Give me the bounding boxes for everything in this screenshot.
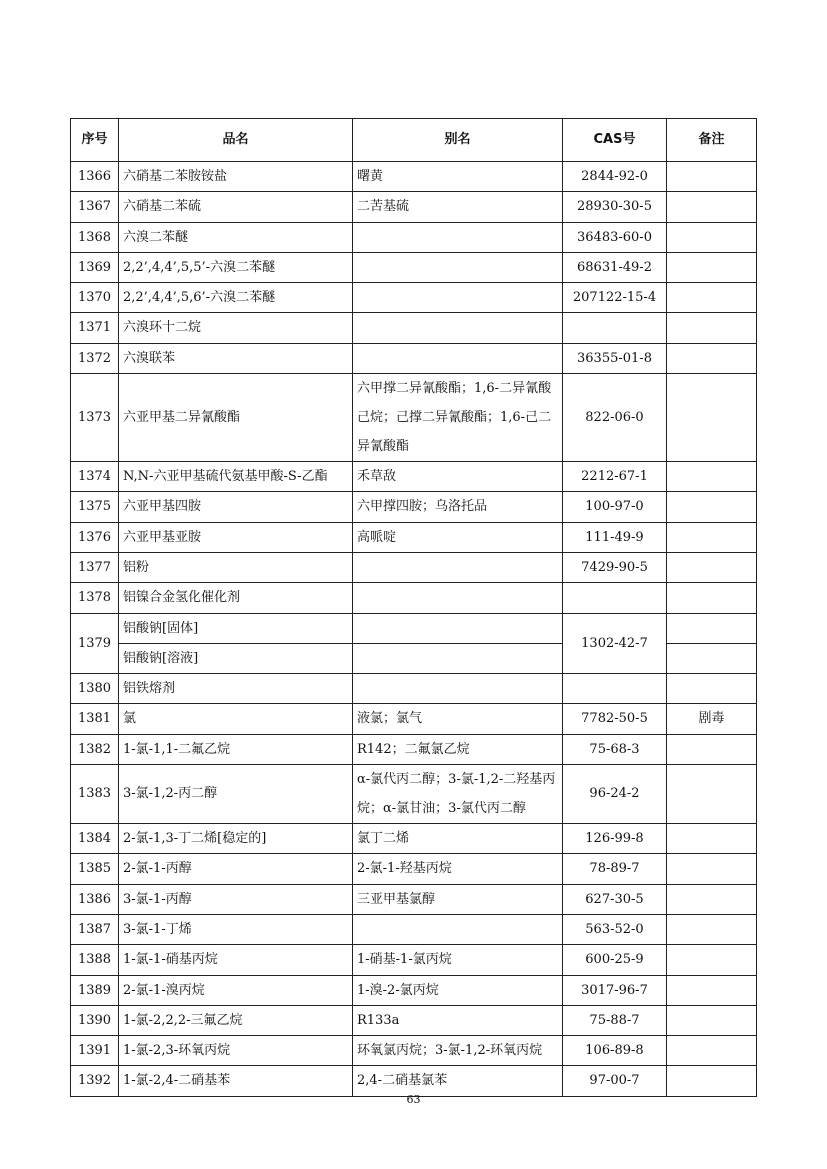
row-name: 六硝基二苯硫 xyxy=(119,192,353,222)
row-note: 剧毒 xyxy=(667,704,757,734)
table-row xyxy=(71,222,757,252)
row-note xyxy=(667,552,757,582)
header-row xyxy=(71,119,757,162)
table-row xyxy=(71,734,757,764)
row-seq: 1379 xyxy=(71,613,119,674)
header-note: 备注 xyxy=(667,119,757,162)
row-alias xyxy=(353,313,563,343)
table-row xyxy=(71,462,757,492)
row-seq: 1382 xyxy=(71,734,119,764)
row-name: 2,2’,4,4’,5,5’-六溴二苯醚 xyxy=(119,252,353,282)
row-alias: 三亚甲基氯醇 xyxy=(353,884,563,914)
row-alias: 2,4-二硝基氯苯 xyxy=(353,1066,563,1096)
table-row xyxy=(71,283,757,313)
table-row xyxy=(71,583,757,613)
table-row xyxy=(71,975,757,1005)
row-alias xyxy=(353,552,563,582)
row-name: 3-氯-1-丙醇 xyxy=(119,884,353,914)
row-name: 氯 xyxy=(119,704,353,734)
table-row xyxy=(71,884,757,914)
table-row xyxy=(71,765,757,824)
row-alias: R142；二氟氯乙烷 xyxy=(353,734,563,764)
row-cas: 100-97-0 xyxy=(563,492,667,522)
row-cas: 126-99-8 xyxy=(563,824,667,854)
row-cas: 36483-60-0 xyxy=(563,222,667,252)
row-note xyxy=(667,643,757,673)
table-row xyxy=(71,1005,757,1035)
row-seq: 1384 xyxy=(71,824,119,854)
table-row xyxy=(71,824,757,854)
table-row xyxy=(71,704,757,734)
row-alias: R133a xyxy=(353,1005,563,1035)
row-alias xyxy=(353,643,563,673)
row-note xyxy=(667,1036,757,1066)
row-cas: 68631-49-2 xyxy=(563,252,667,282)
row-seq: 1376 xyxy=(71,522,119,552)
row-note xyxy=(667,1066,757,1096)
row-cas: 75-88-7 xyxy=(563,1005,667,1035)
row-name: 铝镍合金氢化催化剂 xyxy=(119,583,353,613)
row-name: 1-氯-2,2,2-三氟乙烷 xyxy=(119,1005,353,1035)
row-cas xyxy=(563,674,667,704)
row-alias: 环氧氯丙烷；3-氯-1,2-环氧丙烷 xyxy=(353,1036,563,1066)
row-name: 2,2’,4,4’,5,6’-六溴二苯醚 xyxy=(119,283,353,313)
row-seq: 1381 xyxy=(71,704,119,734)
row-name: 1-氯-1,1-二氟乙烷 xyxy=(119,734,353,764)
row-name: N,N-六亚甲基硫代氨基甲酸-S-乙酯 xyxy=(119,462,353,492)
row-alias: 六甲撑二异氰酸酯；1,6-二异氰酸己烷；己撑二异氰酸酯；1,6-己二异氰酸酯 xyxy=(353,374,563,462)
table-row xyxy=(71,552,757,582)
table-row xyxy=(71,343,757,373)
row-cas: 106-89-8 xyxy=(563,1036,667,1066)
row-seq: 1388 xyxy=(71,945,119,975)
row-cas: 3017-96-7 xyxy=(563,975,667,1005)
row-alias: 高哌啶 xyxy=(353,522,563,552)
row-name: 3-氯-1-丁烯 xyxy=(119,914,353,944)
table-row xyxy=(71,162,757,192)
row-seq: 1369 xyxy=(71,252,119,282)
row-seq: 1367 xyxy=(71,192,119,222)
row-alias: 2-氯-1-羟基丙烷 xyxy=(353,854,563,884)
row-note xyxy=(667,914,757,944)
row-alias xyxy=(353,343,563,373)
row-seq: 1375 xyxy=(71,492,119,522)
row-alias xyxy=(353,252,563,282)
row-name: 六溴联苯 xyxy=(119,343,353,373)
row-alias: 曙黄 xyxy=(353,162,563,192)
row-name: 铝粉 xyxy=(119,552,353,582)
row-cas: 563-52-0 xyxy=(563,914,667,944)
row-alias xyxy=(353,283,563,313)
row-alias xyxy=(353,222,563,252)
row-seq: 1383 xyxy=(71,765,119,824)
row-seq: 1371 xyxy=(71,313,119,343)
row-cas: 2844-92-0 xyxy=(563,162,667,192)
table-row xyxy=(71,492,757,522)
table-row xyxy=(71,613,757,643)
row-alias xyxy=(353,914,563,944)
row-note xyxy=(667,252,757,282)
row-cas: 111-49-9 xyxy=(563,522,667,552)
row-name: 六亚甲基亚胺 xyxy=(119,522,353,552)
row-seq: 1374 xyxy=(71,462,119,492)
row-note xyxy=(667,884,757,914)
row-cas: 78-89-7 xyxy=(563,854,667,884)
row-note xyxy=(667,583,757,613)
row-seq: 1373 xyxy=(71,374,119,462)
row-name: 2-氯-1-丙醇 xyxy=(119,854,353,884)
row-name: 六亚甲基四胺 xyxy=(119,492,353,522)
row-note xyxy=(667,613,757,643)
row-note xyxy=(667,162,757,192)
header-alias: 别名 xyxy=(353,119,563,162)
row-alias: 液氯；氯气 xyxy=(353,704,563,734)
row-alias xyxy=(353,674,563,704)
row-note xyxy=(667,854,757,884)
row-alias: 二苦基硫 xyxy=(353,192,563,222)
row-note xyxy=(667,462,757,492)
row-name: 3-氯-1,2-丙二醇 xyxy=(119,765,353,824)
row-note xyxy=(667,945,757,975)
row-name: 六硝基二苯胺铵盐 xyxy=(119,162,353,192)
row-cas: 36355-01-8 xyxy=(563,343,667,373)
row-note xyxy=(667,343,757,373)
row-alias: α-氯代丙二醇；3-氯-1,2-二羟基丙烷；α-氯甘油；3-氯代丙二醇 xyxy=(353,765,563,824)
row-seq: 1386 xyxy=(71,884,119,914)
row-note xyxy=(667,824,757,854)
row-alias: 氯丁二烯 xyxy=(353,824,563,854)
table-row xyxy=(71,313,757,343)
table-row xyxy=(71,945,757,975)
row-cas: 822-06-0 xyxy=(563,374,667,462)
row-name: 六亚甲基二异氰酸酯 xyxy=(119,374,353,462)
row-alias: 1-硝基-1-氯丙烷 xyxy=(353,945,563,975)
row-cas xyxy=(563,313,667,343)
chemical-table xyxy=(70,118,757,1097)
row-cas: 7429-90-5 xyxy=(563,552,667,582)
row-note xyxy=(667,674,757,704)
table-row xyxy=(71,914,757,944)
row-name: 六溴环十二烷 xyxy=(119,313,353,343)
table-row xyxy=(71,192,757,222)
row-cas: 28930-30-5 xyxy=(563,192,667,222)
row-note xyxy=(667,283,757,313)
row-name: 铝酸钠[溶液] xyxy=(119,643,353,673)
row-seq: 1389 xyxy=(71,975,119,1005)
row-cas: 75-68-3 xyxy=(563,734,667,764)
row-alias: 六甲撑四胺；乌洛托品 xyxy=(353,492,563,522)
row-seq: 1378 xyxy=(71,583,119,613)
row-cas: 96-24-2 xyxy=(563,765,667,824)
row-seq: 1385 xyxy=(71,854,119,884)
row-note xyxy=(667,975,757,1005)
header-seq: 序号 xyxy=(71,119,119,162)
header-cas: CAS号 xyxy=(563,119,667,162)
row-seq: 1377 xyxy=(71,552,119,582)
row-note xyxy=(667,522,757,552)
row-cas: 627-30-5 xyxy=(563,884,667,914)
table-row xyxy=(71,522,757,552)
header-name: 品名 xyxy=(119,119,353,162)
row-cas: 207122-15-4 xyxy=(563,283,667,313)
table-row xyxy=(71,1036,757,1066)
row-name: 2-氯-1-溴丙烷 xyxy=(119,975,353,1005)
row-name: 1-氯-2,4-二硝基苯 xyxy=(119,1066,353,1096)
row-cas: 2212-67-1 xyxy=(563,462,667,492)
table-row xyxy=(71,252,757,282)
row-name: 2-氯-1,3-丁二烯[稳定的] xyxy=(119,824,353,854)
row-note xyxy=(667,313,757,343)
row-seq: 1370 xyxy=(71,283,119,313)
row-seq: 1387 xyxy=(71,914,119,944)
page-number: 63 xyxy=(406,1093,421,1106)
row-cas: 7782-50-5 xyxy=(563,704,667,734)
row-note xyxy=(667,192,757,222)
row-cas: 97-00-7 xyxy=(563,1066,667,1096)
row-note xyxy=(667,734,757,764)
row-seq: 1372 xyxy=(71,343,119,373)
table-row xyxy=(71,374,757,462)
row-alias xyxy=(353,583,563,613)
table-row xyxy=(71,674,757,704)
row-note xyxy=(667,222,757,252)
table-row xyxy=(71,1066,757,1096)
row-cas xyxy=(563,583,667,613)
row-name: 1-氯-1-硝基丙烷 xyxy=(119,945,353,975)
row-seq: 1368 xyxy=(71,222,119,252)
row-cas: 600-25-9 xyxy=(563,945,667,975)
row-note xyxy=(667,765,757,824)
row-name: 1-氯-2,3-环氧丙烷 xyxy=(119,1036,353,1066)
row-seq: 1390 xyxy=(71,1005,119,1035)
row-seq: 1391 xyxy=(71,1036,119,1066)
row-alias: 禾草敌 xyxy=(353,462,563,492)
row-note xyxy=(667,374,757,462)
row-note xyxy=(667,492,757,522)
row-alias: 1-溴-2-氯丙烷 xyxy=(353,975,563,1005)
row-cas: 1302-42-7 xyxy=(563,613,667,674)
row-name: 铝酸钠[固体] xyxy=(119,613,353,643)
row-name: 六溴二苯醚 xyxy=(119,222,353,252)
row-seq: 1392 xyxy=(71,1066,119,1096)
row-name: 铝铁熔剂 xyxy=(119,674,353,704)
row-note xyxy=(667,1005,757,1035)
row-alias xyxy=(353,613,563,643)
table-row xyxy=(71,854,757,884)
row-seq: 1380 xyxy=(71,674,119,704)
row-seq: 1366 xyxy=(71,162,119,192)
